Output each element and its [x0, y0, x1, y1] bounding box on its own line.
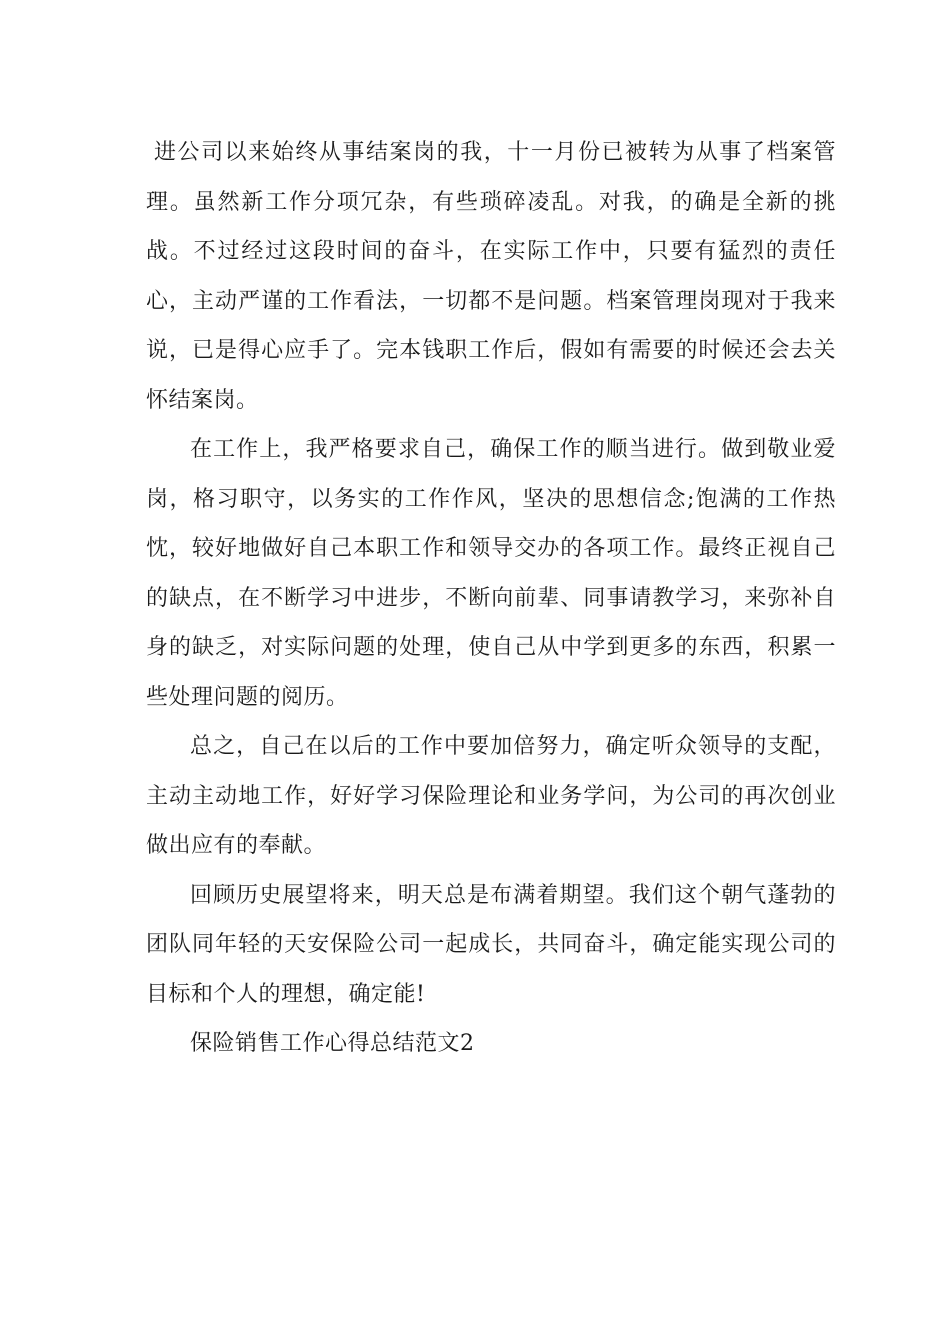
section-heading: 保险销售工作心得总结范文2 — [190, 1031, 475, 1056]
paragraph-1: 进公司以来始终从事结案岗的我，十一月份已被转为从事了档案管理。虽然新工作分项冗杂，有些琐碎凌乱。对我，的确是全新的挑战。不过经过这段时间的奋斗，在实际工作中，只要有猛烈的责任心，主动严谨的工作看法，一切都不是问题。档案管理岗现对于我来说，已是得心应手了。完本钱职工作后，假如有需要的时候还会去关怀结案岗。 — [146, 140, 836, 413]
paragraph-4: 回顾历史展望将来，明天总是布满着期望。我们这个朝气蓬勃的团队同年轻的天安保险公司一起成长，共同奋斗，确定能实现公司的目标和个人的理想，确定能! — [146, 882, 836, 1007]
paragraph-2: 在工作上，我严格要求自己，确保工作的顺当进行。做到敬业爱岗，格习职守，以务实的工作作风，坚决的思想信念;饱满的工作热忱，较好地做好自己本职工作和领导交办的各项工作。最终正视自己的缺点，在不断学习中进步，不断向前辈、同事请教学习，来弥补自身的缺乏，对实际问题的处理，使自己从中学到更多的东西，积累一些处理问题的阅历。 — [146, 437, 836, 710]
paragraph-3: 总之，自己在以后的工作中要加倍努力，确定听众领导的支配，主动主动地工作，好好学习保险理论和业务学问，为公司的再次创业做出应有的奉献。 — [146, 734, 836, 858]
document-body — [146, 128, 836, 1069]
